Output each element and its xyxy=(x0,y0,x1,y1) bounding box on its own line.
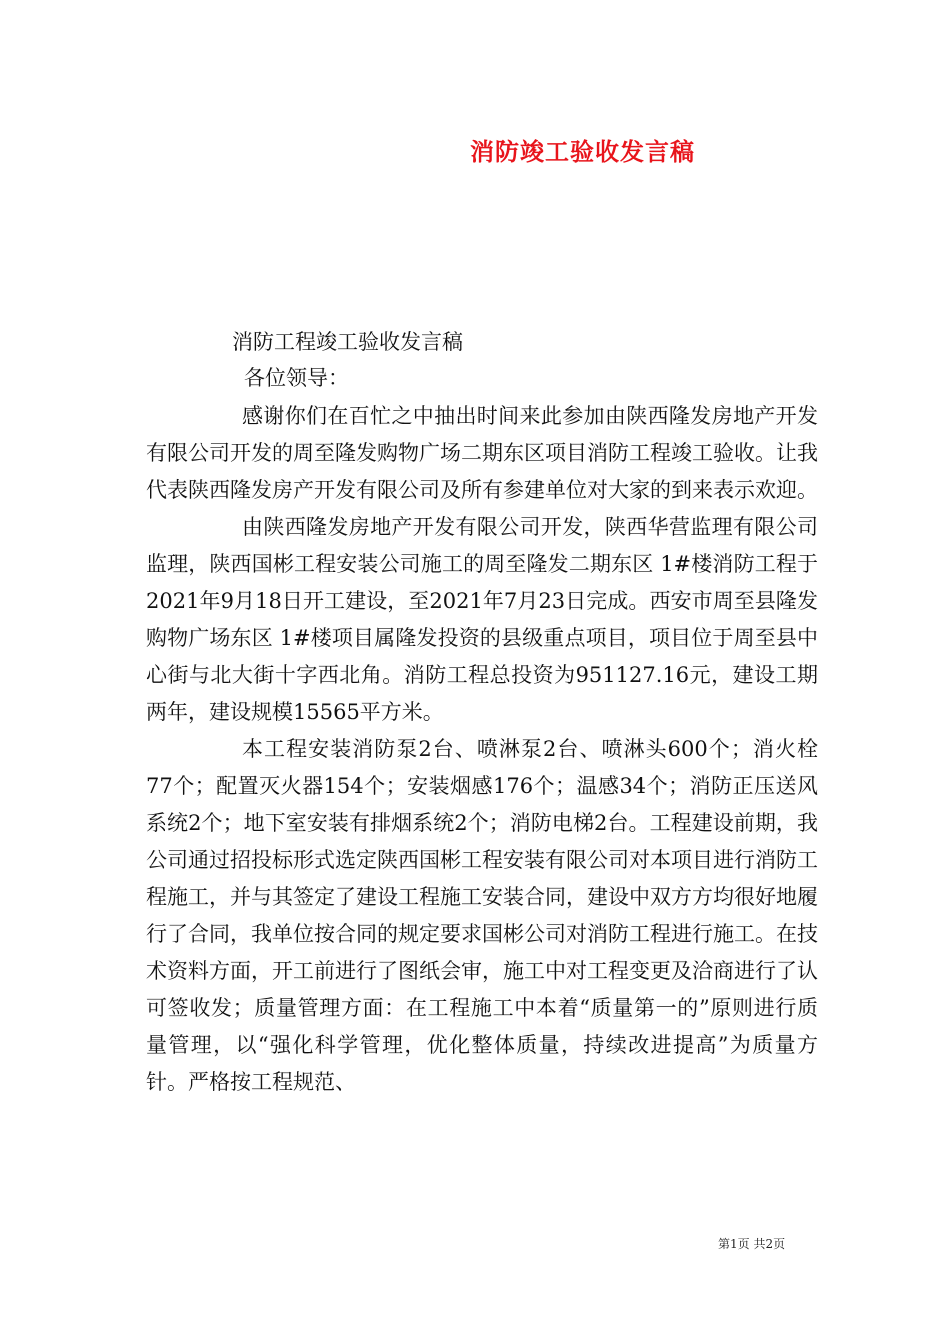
body-text xyxy=(146,398,818,1101)
speech-title: 消防工程竣工验收发言稿 xyxy=(232,330,463,354)
salutation: 各位领导： xyxy=(244,366,349,390)
paragraph: 本工程安装消防泵2台、喷淋泵2台、喷淋头600个；消火栓77个；配置灭火器154个；安装烟感176个；温感34个；消防正压送风系统2个；地下室安装有排烟系统2个；消防电梯2台。工程建设前期，我公司通过招投标形式选定陕西国彬工程安装有限公司对本项目进行消防工程施工，并与其签定了建设工程施工安装合同，建设中双方方均很好地履行了合同，我单位按合同的规定要求国彬公司对消防工程进行施工。在技术资料方面，开工前进行了图纸会审，施工中对工程变更及洽商进行了认可签收发；质量管理方面：在工程施工中本着“质量第一的”原则进行质量管理，以“强化科学管理，优化整体质量，持续改进提高”为质量方针。严格按工程规范、 xyxy=(146,737,818,1094)
document-title: 消防竣工验收发言稿 xyxy=(470,137,695,166)
page-number: 第1页 共2页 xyxy=(718,1237,786,1251)
paragraph: 由陕西隆发房地产开发有限公司开发，陕西华营监理有限公司监理，陕西国彬工程安装公司施工的周至隆发二期东区 1#楼消防工程于2021年9月18日开工建设，至2021年7月23日完成。西安市周至县隆发购物广场东区 1#楼项目属隆发投资的县级重点项目，项目位于周至县中心街与北大街十字西北角。消防工程总投资为951127.16元，建设工期两年，建设规模15565平方米。 xyxy=(146,515,818,724)
paragraph: 感谢你们在百忙之中抽出时间来此参加由陕西隆发房地产开发有限公司开发的周至隆发购物广场二期东区项目消防工程竣工验收。让我代表陕西隆发房产开发有限公司及所有参建单位对大家的到来表示欢迎。 xyxy=(146,404,818,502)
